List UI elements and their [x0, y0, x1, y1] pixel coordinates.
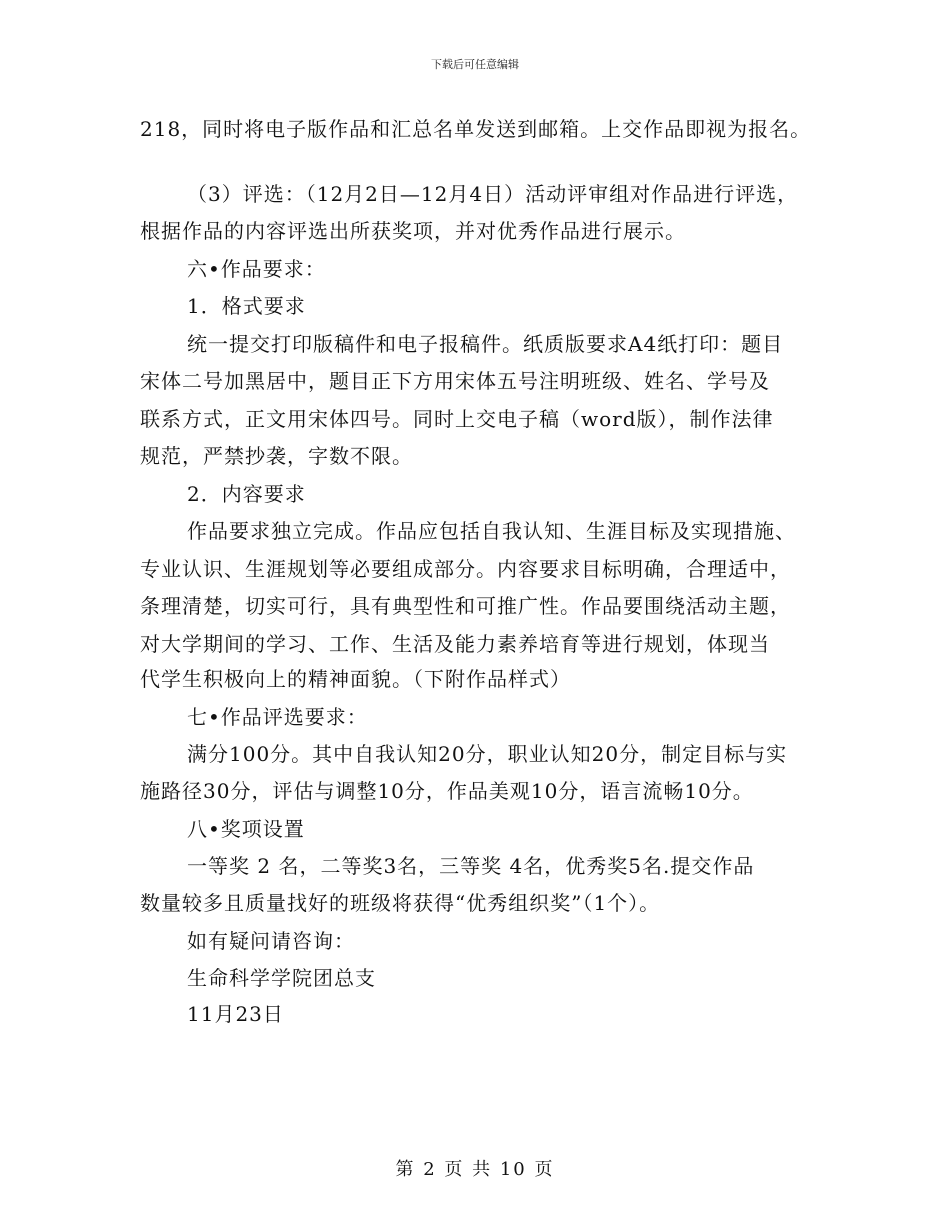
text-line: 条理清楚，切实可行，具有典型性和可推广性。作品要围绕活动主题，	[140, 594, 791, 618]
section-heading: 八•奖项设置	[187, 817, 305, 841]
text-line: （3）评选：（12月2日—12月4日）活动评审组对作品进行评选，	[187, 182, 799, 206]
section-heading: 七•作品评选要求：	[187, 705, 368, 729]
text-line: 规范，严禁抄袭，字数不限。	[140, 444, 413, 468]
section-heading: 六•作品要求：	[187, 257, 326, 281]
text-line: 作品要求独立完成。作品应包括自我认知、生涯目标及实现措施、	[187, 519, 796, 543]
text-line: 数量较多且质量找好的班级将获得“优秀组织奖”（1个）。	[140, 891, 661, 915]
text-line: 一等奖 2 名，二等奖3名，三等奖 4名，优秀奖5名.提交作品	[187, 854, 755, 878]
text-line: 218，同时将电子版作品和汇总名单发送到邮箱。上交作品即视为报名。	[140, 117, 812, 141]
page-number: 第 2 页 共 10 页	[395, 1159, 555, 1180]
subsection-heading: 1．格式要求	[187, 294, 306, 318]
text-line: 统一提交打印版稿件和电子报稿件。纸质版要求A4纸打印：题目	[187, 332, 784, 356]
subsection-heading: 2．内容要求	[187, 482, 306, 506]
text-line: 施路径30分，评估与调整10分，作品美观10分，语言流畅10分。	[140, 779, 754, 803]
text-line: 对大学期间的学习、工作、生活及能力素养培育等进行规划，体现当	[140, 632, 770, 656]
text-line: 满分100分。其中自我认知20分，职业认知20分，制定目标与实	[187, 742, 788, 766]
organizer-name: 生命科学学院团总支	[187, 966, 376, 990]
page-header: 下载后可任意编辑	[431, 58, 519, 71]
contact-prompt: 如有疑问请咨询：	[187, 929, 355, 953]
document-date: 11月23日	[187, 1002, 284, 1026]
text-line: 根据作品的内容评选出所获奖项，并对优秀作品进行展示。	[140, 219, 686, 243]
text-line: 宋体二号加黑居中，题目正下方用宋体五号注明班级、姓名、学号及	[140, 369, 770, 393]
text-line: 代学生积极向上的精神面貌。（下附作品样式）	[140, 667, 571, 691]
text-line: 专业认识、生涯规划等必要组成部分。内容要求目标明确，合理适中，	[140, 557, 791, 581]
text-line: 联系方式，正文用宋体四号。同时上交电子稿（word版），制作法律	[140, 407, 774, 431]
